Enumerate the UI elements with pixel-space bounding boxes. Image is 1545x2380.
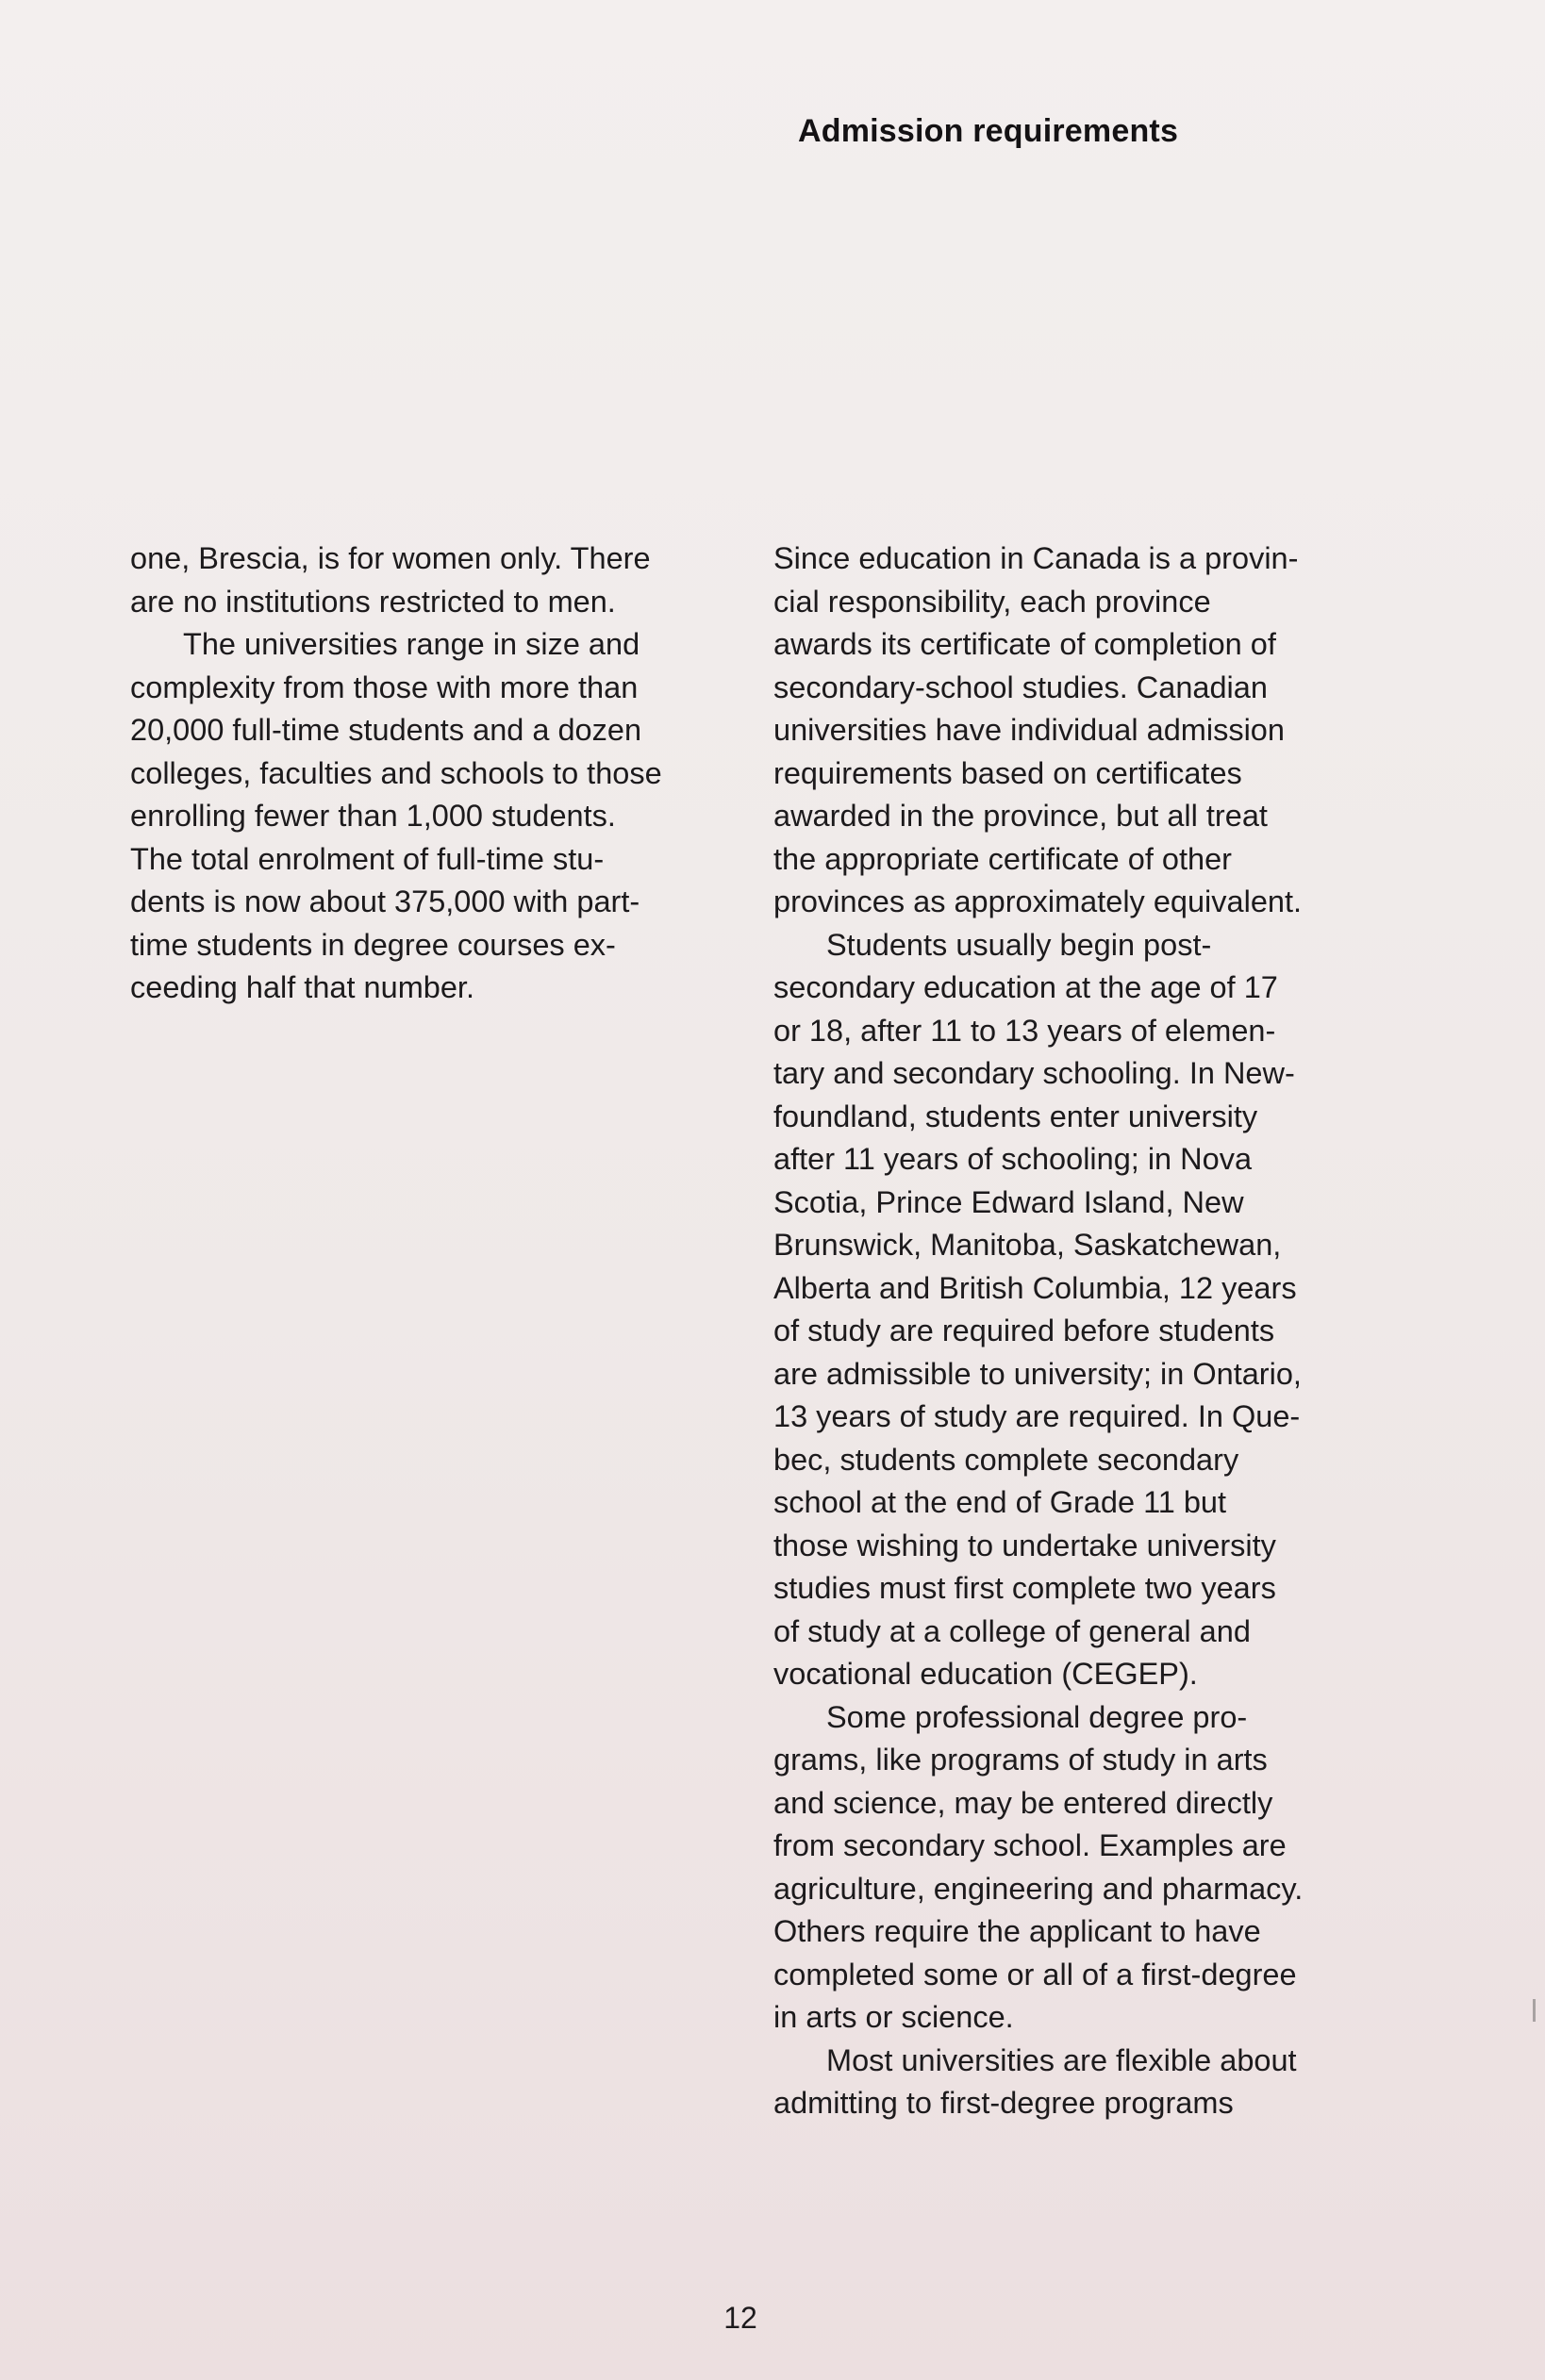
text-line: Brunswick, Manitoba, Saskatchewan, — [773, 1228, 1282, 1262]
text-line: dents is now about 375,000 with part- — [130, 884, 640, 918]
text-line: Some professional degree pro- — [826, 1699, 1248, 1734]
text-line: vocational education (CEGEP). — [773, 1657, 1198, 1691]
text-line: requirements based on certificates — [773, 755, 1242, 790]
text-line: awards its certificate of completion of — [773, 627, 1276, 661]
left-column — [130, 537, 753, 1010]
text-line: Alberta and British Columbia, 12 years — [773, 1270, 1297, 1305]
right-column — [773, 537, 1424, 2125]
text-line: are admissible to university; in Ontario, — [773, 1356, 1302, 1391]
text-line: school at the end of Grade 11 but — [773, 1485, 1227, 1519]
text-line: of study are required before students — [773, 1314, 1275, 1347]
right-paragraph-2 — [773, 924, 1424, 1696]
text-line: Since education in Canada is a provin- — [773, 541, 1299, 575]
page-header: Admission requirements — [798, 113, 1179, 149]
text-line: complexity from those with more than — [130, 669, 639, 704]
text-line: in arts or science. — [773, 2000, 1014, 2034]
text-line: time students in degree courses ex- — [130, 927, 616, 962]
text-line: completed some or all of a first-degree — [773, 1957, 1297, 1992]
text-line: tary and secondary schooling. In New- — [773, 1056, 1295, 1090]
right-paragraph-1 — [773, 537, 1424, 924]
text-line: foundland, students enter university — [773, 1099, 1258, 1133]
left-paragraph-1 — [130, 537, 753, 623]
text-line: those wishing to undertake university — [773, 1528, 1276, 1562]
text-line: and science, may be entered directly — [773, 1785, 1273, 1820]
text-line: 20,000 full-time students and a dozen — [130, 713, 642, 747]
right-paragraph-4 — [773, 2040, 1424, 2125]
text-line: of study at a college of general and — [773, 1613, 1251, 1648]
text-line: the appropriate certificate of other — [773, 841, 1232, 876]
text-line: agriculture, engineering and pharmacy. — [773, 1871, 1304, 1906]
text-line: grams, like programs of study in arts — [773, 1743, 1268, 1777]
text-line: colleges, faculties and schools to those — [130, 755, 662, 790]
text-line: universities have individual admission — [773, 713, 1285, 747]
text-line: Students usually begin post- — [826, 927, 1212, 962]
text-line: bec, students complete secondary — [773, 1442, 1239, 1477]
right-paragraph-3 — [773, 1696, 1424, 2040]
text-line: admitting to first-degree programs — [773, 2086, 1234, 2120]
text-line: or 18, after 11 to 13 years of elemen- — [773, 1013, 1276, 1048]
text-line: from secondary school. Examples are — [773, 1828, 1287, 1862]
text-line: ceeding half that number. — [130, 970, 474, 1004]
text-line: cial responsibility, each province — [773, 584, 1211, 619]
text-line: after 11 years of schooling; in Nova — [773, 1142, 1253, 1176]
page-edge-mark — [1533, 1999, 1536, 2022]
text-line: awarded in the province, but all treat — [773, 799, 1268, 833]
text-line: The total enrolment of full-time stu- — [130, 841, 605, 876]
text-line: provinces as approximately equivalent. — [773, 884, 1303, 918]
text-line: Scotia, Prince Edward Island, New — [773, 1184, 1244, 1219]
text-line: Others require the applicant to have — [773, 1914, 1261, 1948]
text-line: one, Brescia, is for women only. There — [130, 541, 651, 575]
text-line: enrolling fewer than 1,000 students. — [130, 799, 616, 833]
text-line: 13 years of study are required. In Que- — [773, 1399, 1301, 1433]
text-line: secondary-school studies. Canadian — [773, 669, 1268, 704]
left-paragraph-2 — [130, 623, 753, 1010]
text-line: secondary education at the age of 17 — [773, 970, 1278, 1004]
text-line: studies must first complete two years — [773, 1571, 1276, 1605]
text-line: The universities range in size and — [183, 627, 640, 661]
page-number: 12 — [723, 2301, 757, 2335]
text-line: are no institutions restricted to men. — [130, 584, 616, 619]
text-line: Most universities are flexible about — [826, 2042, 1297, 2077]
